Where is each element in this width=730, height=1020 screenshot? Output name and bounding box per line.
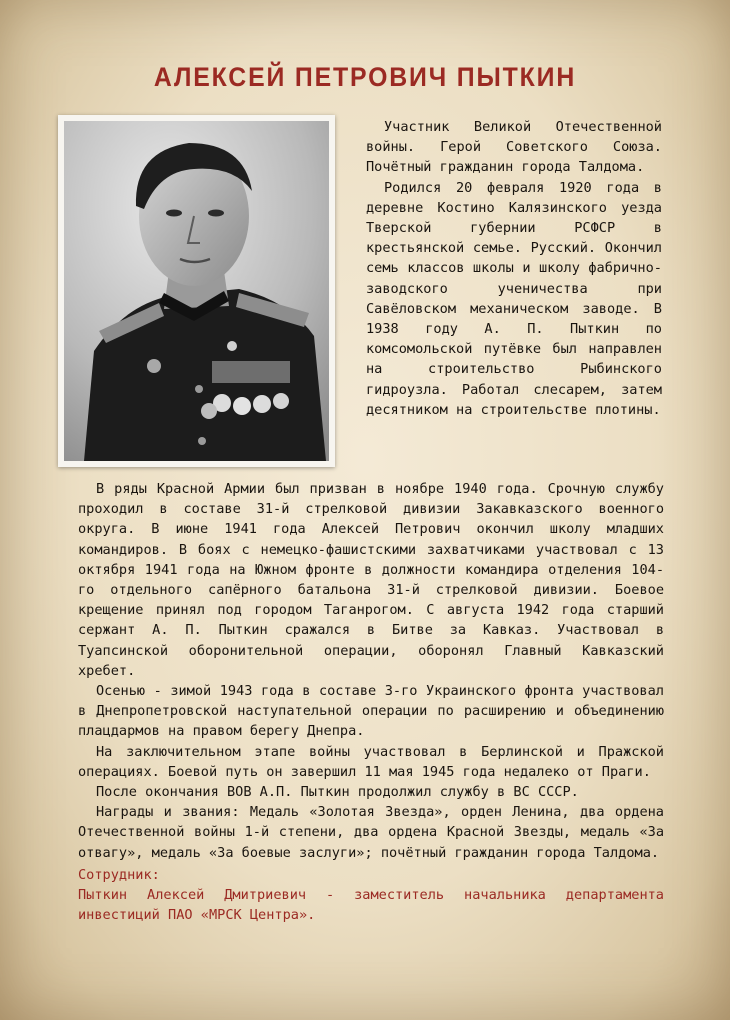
final-stage-paragraph: На заключительном этапе войны участвовал в Берлинской и Пражской операциях. Боевой путь он завершил 11 мая 1945 года недалеко от Праги. (78, 743, 664, 780)
army-service-paragraph: В ряды Красной Армии был призван в ноябре 1940 года. Срочную службу проходил в составе 31-й стрелковой дивизии Закавказского военного округа. В июне 1941 года Алексей Петрович окончил школу младших командиров. В боях с немецко-фашистскими захватчиками участвовал с 13 октября 1941 года на Южном фронте в должности командира отделения 104-го отдельного сапёрного батальона 31-й стрелковой дивизии. Боевое крещение принял под городом Таганрогом. С августа 1942 года старший сержант А. П. Пыткин сражался в Битве за Кавказ. Участвовал в Туапсинской оборонительной операции, оборонял Главный Кавказский хребет. (78, 481, 664, 679)
postwar-paragraph: После окончания ВОВ А.П. Пыткин продолжил службу в ВС СССР. (96, 784, 579, 801)
employee-label: Сотрудник: (78, 866, 160, 883)
intro-paragraph: Участник Великой Отечественной войны. Герой Советского Союза. Почётный гражданин города Талдома. (366, 119, 662, 176)
portrait-photo (58, 115, 335, 467)
biography-text-block (78, 479, 664, 925)
employee-text: Пыткин Алексей Дмитриевич - заместитель начальника департамента инвестиций ПАО «МРСК Центра». (78, 887, 664, 924)
ukrainian-front-paragraph: Осенью - зимой 1943 года в составе 3-го Украинского фронта участвовал в Днепропетровской наступательной операции по расширению и объединению плацдармов на правом берегу Днепра. (78, 683, 664, 740)
awards-paragraph: Награды и звания: Медаль «Золотая Звезда», орден Ленина, два ордена Отечественной войны 1-й степени, два ордена Красной Звезды, медаль «За отвагу», медаль «За боевые заслуги»; почётный гражданин города Талдома. (78, 804, 664, 861)
portrait-image (64, 121, 329, 461)
page-title: АЛЕКСЕЙ ПЕТРОВИЧ ПЫТКИН (153, 62, 577, 92)
intro-text-block (366, 117, 662, 420)
birth-paragraph: Родился 20 февраля 1920 года в деревне Костино Калязинского уезда Тверской губернии РСФСР в крестьянской семье. Русский. Окончил семь классов школы и школу фабрично-заводского ученичества при Савёловском механическом заводе. В 1938 году А. П. Пыткин по комсомольской путёвке был направлен на строительство Рыбинского гидроузла. Работал слесарем, затем десятником на строительстве плотины. (366, 179, 662, 418)
